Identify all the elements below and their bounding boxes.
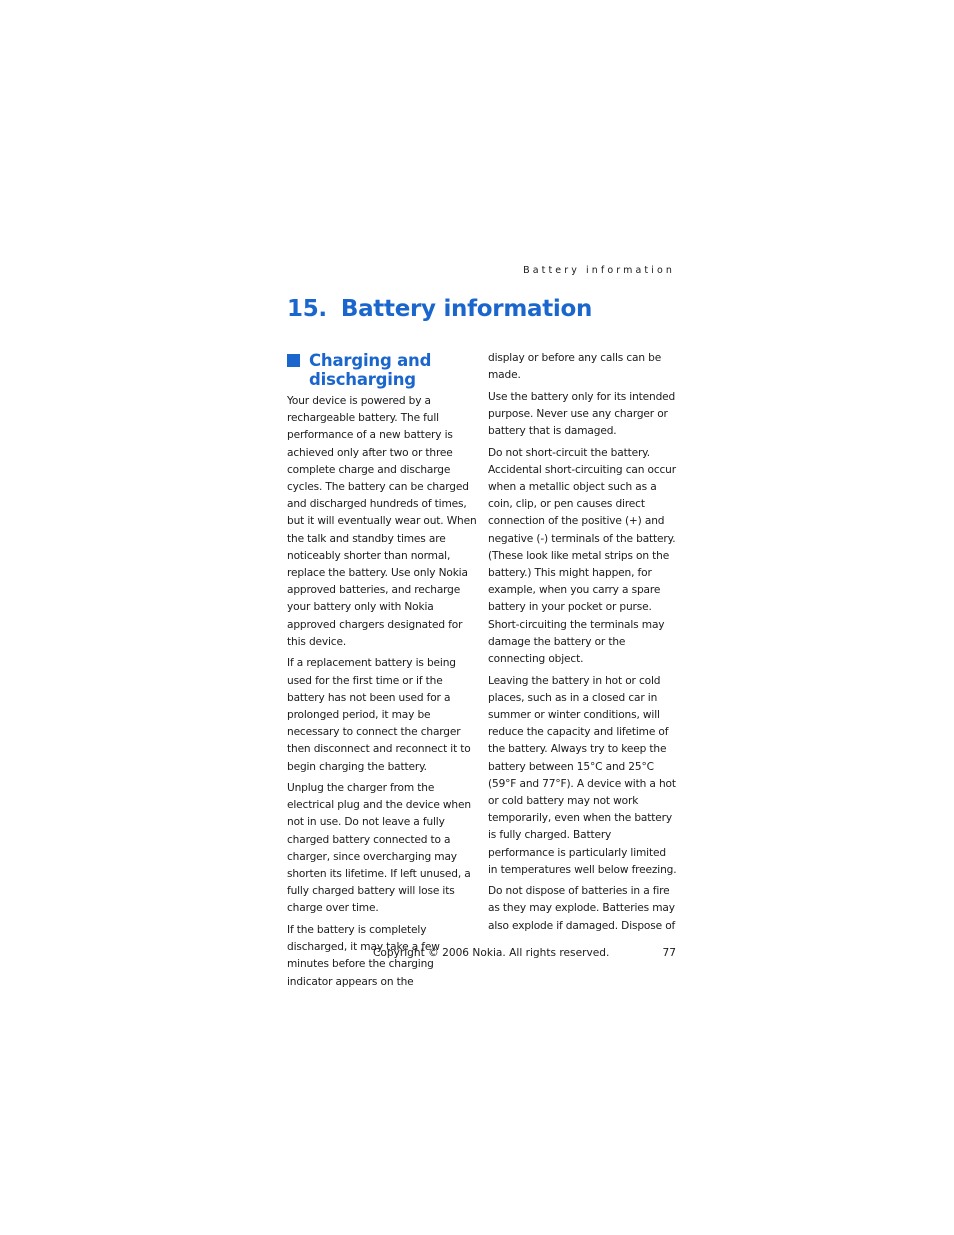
right-column (488, 350, 678, 939)
left-column (287, 393, 477, 995)
paragraph: Use the battery only for its intended purpose. Never use any charger or battery that is damaged. (488, 390, 676, 438)
paragraph: display or before any calls can be made. (488, 352, 662, 382)
section-heading (287, 351, 477, 389)
paragraph: Unplug the charger from the electrical plug and the device when not in use. Do not leave a fully charged battery connected to a charger, since overcharging may shorten its lifetime. If left unused, a fully charged battery will lose its charge over time. (287, 782, 471, 915)
chapter-number: 15. (287, 296, 327, 322)
running-header: Battery information (523, 265, 675, 276)
paragraph: If a replacement battery is being used for the first time or if the battery has not been used for a prolonged period, it may be necessary to connect the charger then disconnect and reconnect it to begin charging the battery. (287, 657, 471, 773)
page-number: 77 (662, 947, 676, 959)
paragraph: Do not dispose of batteries in a fire as they may explode. Batteries may also explode if damaged. Dispose of (488, 885, 676, 932)
paragraph: Your device is powered by a rechargeable battery. The full performance of a new battery is achieved only after two or three complete charge and discharge cycles. The battery can be charged and discharged hundreds of times, but it will eventually wear out. When the talk and standby times are noticeably shorter than normal, replace the battery. Use only Nokia approved batteries, and recharge your battery only with Nokia approved chargers designated for this device. (287, 395, 477, 648)
square-bullet-icon (287, 354, 300, 367)
paragraph: Do not short-circuit the battery. Accidental short-circuiting can occur when a metallic object such as a coin, clip, or pen causes direct connection of the positive (+) and negative (-) terminals of the battery. (These look like metal strips on the battery.) This might happen, for example, when you carry a spare battery in your pocket or purse. Short-circuiting the terminals may damage the battery or the connecting object. (488, 446, 676, 666)
paragraph: If the battery is completely discharged, it may take a few minutes before the charging indicator appears on the (287, 923, 440, 988)
chapter-title (287, 296, 592, 322)
paragraph: Leaving the battery in hot or cold places, such as in a closed car in summer or winter conditions, will reduce the capacity and lifetime of the battery. Always try to keep the battery between 15°C and 25°C (59°F and 77°F). A device with a hot or cold battery may not work temporarily, even when the battery is fully charged. Battery performance is particularly limited in temperatures well below freezing. (488, 674, 677, 876)
copyright-notice: Copyright © 2006 Nokia. All rights reserved. (373, 947, 610, 959)
section-title: Charging and discharging (309, 351, 432, 389)
chapter-title-text: Battery information (340, 296, 593, 322)
